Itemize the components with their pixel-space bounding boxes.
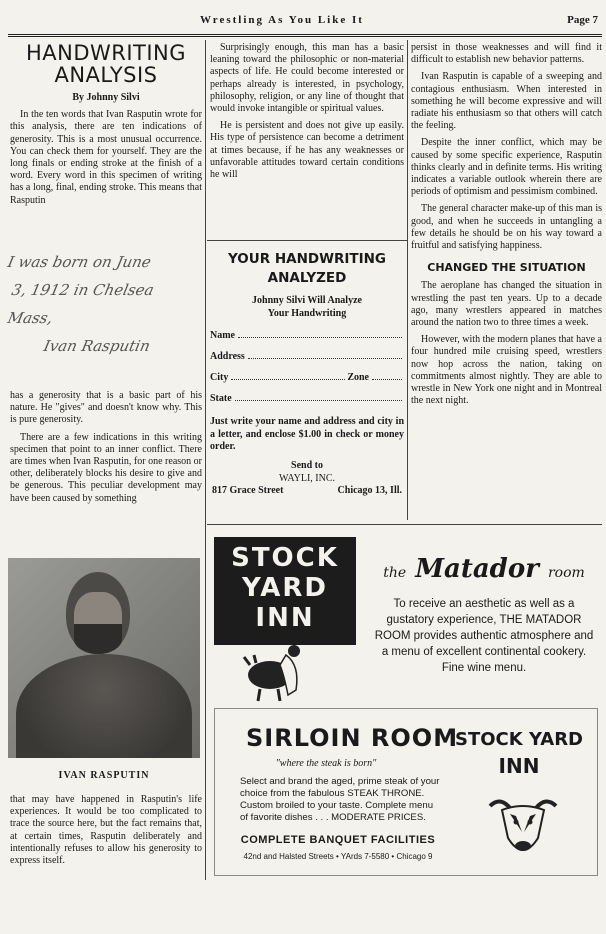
article-column-1-bottom xyxy=(10,794,202,872)
handwriting-specimen xyxy=(8,248,202,383)
running-title: Wrestling As You Like It xyxy=(200,14,364,26)
matador-title xyxy=(372,554,596,584)
matador-title-main: Matador xyxy=(415,554,539,584)
article-paragraph: He is persistent and does not give up easily. His type of persistence can become a detriment at times because, if he has any weaknesses or unfavorable attitudes toward certain conditions he will xyxy=(210,120,404,181)
logo-line: INN xyxy=(255,603,315,633)
logo-line: YARD xyxy=(241,573,329,603)
company-name: WAYLI, INC. xyxy=(278,472,335,484)
matador-room-ad xyxy=(372,540,596,700)
city-zone-field[interactable] xyxy=(208,372,406,383)
order-ad-subtitle-line: Johnny Silvi Will Analyze xyxy=(252,295,362,306)
matador-title-suffix: room xyxy=(547,565,585,581)
restaurant-address: 42nd and Halsted Streets • YArds 7-5580 • Chicago 9 xyxy=(243,852,433,861)
address-field[interactable] xyxy=(208,351,406,362)
article-paragraph: There are a few indications in this writing specimen that point to an inner conflict. There are times when Ivan Rasputin, for one reason or other, deliberately blocks his desire to give and be generous. This peculiar development may have been caused by something xyxy=(10,431,202,504)
handwriting-order-ad xyxy=(208,246,406,516)
order-instructions: Just write your name and address and city in a letter, and enclose $1.00 in check or money order. xyxy=(210,416,404,452)
logo-line: STOCK xyxy=(231,543,339,573)
article-title: HANDWRITING ANALYSIS xyxy=(25,41,187,87)
article-paragraph: However, with the modern planes that have a four hundred mile cruising speed, wrestlers now hop across the nation, taking on commitments almost nightly. They are able to wrestle in New York one night and in Montreal the next night. xyxy=(411,334,602,407)
article-column-1 xyxy=(10,42,202,212)
stock-yard-inn-logo xyxy=(214,537,356,645)
handwriting-signature: Ivan Rasputin xyxy=(42,337,152,355)
photo-torso xyxy=(16,654,192,758)
column-rule-3 xyxy=(205,540,206,880)
banquet-facilities: COMPLETE BANQUET FACILITIES xyxy=(240,834,436,846)
photo-caption: IVAN RASPUTIN xyxy=(58,770,150,781)
article-column-1-mid xyxy=(10,390,202,510)
order-ad-subtitle-line: Your Handwriting xyxy=(267,308,347,319)
article-paragraph: that may have happened in Rasputin's life experiences. It would be too complicated to trace the source here, but the fact remains that, at certain times, Rasputin deliberately and intentionally refuses to allow his generosity to express itself. xyxy=(10,794,202,867)
article-paragraph: has a generosity that is a basic part of his nature. He "gives" and doesn't know why. This is pure generosity. xyxy=(10,390,202,426)
column-rule-1 xyxy=(205,40,206,540)
article-paragraph: The general character make-up of this man is good, and when he succeeds in untangling a few details he should be on his way toward a fruitful and satisfying happiness. xyxy=(411,203,602,252)
matador-title-prefix: the xyxy=(383,565,407,581)
company-street: 817 Grace Street xyxy=(212,484,284,496)
handwriting-line: Mass, xyxy=(6,309,55,327)
article-column-2 xyxy=(210,42,404,186)
wordmark-line: INN xyxy=(498,754,540,778)
sirloin-tagline: "where the steak is born" xyxy=(275,758,377,769)
section-heading: CHANGED THE SITUATION xyxy=(427,261,586,275)
ads-top-rule xyxy=(207,524,602,525)
sirloin-room-title: SIRLOIN ROOM xyxy=(246,724,459,752)
ad-top-rule xyxy=(207,240,407,241)
article-column-3 xyxy=(411,42,602,412)
photo-beard xyxy=(74,624,122,654)
page-number: Page 7 xyxy=(567,14,598,26)
handwriting-line: 3, 1912 in Chelsea xyxy=(10,281,156,299)
name-field-label: Name xyxy=(210,330,235,341)
column-rule-2 xyxy=(407,40,408,520)
wordmark-line: STOCK YARD xyxy=(454,729,583,750)
article-paragraph: The aeroplane has changed the situation in wrestling the past ten years. Up to a decade ago, many wrestlers appeared in matches around the nation two to three times a week. xyxy=(411,280,602,329)
zone-field-label: Zone xyxy=(347,372,369,383)
article-paragraph: In the ten words that Ivan Rasputin wrote for this analysis, there are ten indications of generosity. This is a most unusual occurrence. You can check them for yourself. They are the long finals or ending stroke at the finish of a word. Every word in this specimen of writing has a long, final, ending stroke. This means that Rasputin xyxy=(10,109,202,206)
send-to-label: Send to xyxy=(291,459,323,471)
state-field-label: State xyxy=(210,393,232,404)
matador-description: To receive an aesthetic as well as a gustatory experience, THE MATADOR ROOM provides authentic atmosphere and a menu of excellent continental cookery. Fine wine menu. xyxy=(374,598,594,674)
portrait-photo xyxy=(8,558,200,758)
handwriting-line: I was born on June xyxy=(6,253,153,271)
article-byline: By Johnny Silvi xyxy=(72,92,140,103)
company-city: Chicago 13, Ill. xyxy=(337,484,402,496)
order-ad-title: YOUR HANDWRITING ANALYZED xyxy=(228,251,386,286)
article-paragraph: Despite the inner conflict, which may be caused by some specific experience, Rasputin thinks clearly and in definite terms. His writing indicates a variable outlook wherein there are periods of optimism and pessimism combined. xyxy=(411,137,602,198)
order-ad-subtitle xyxy=(208,294,406,320)
steer-head-icon xyxy=(486,792,560,864)
matador-bull-illustration xyxy=(240,635,320,705)
article-paragraph: Surprisingly enough, this man has a basic leaning toward the philosophic or non-material aspects of life. He could become interested or perhaps already is interested, in psychology, philosophy, religion, or any line of thought that would invoke intangible or spiritual values. xyxy=(210,42,404,115)
name-field[interactable] xyxy=(208,330,406,341)
state-field[interactable] xyxy=(208,393,406,404)
company-address xyxy=(208,485,406,496)
article-paragraph: persist in those weaknesses and will find it difficult to establish new behavior patterns. xyxy=(411,42,602,66)
sirloin-description: Select and brand the aged, prime steak of your choice from the fabulous STEAK THRONE. Custom broiled to your taste. Complete menu of favorite dishes . . . MODERATE PRICES. xyxy=(240,776,440,823)
article-paragraph: Ivan Rasputin is capable of a sweeping and contagious enthusiasm. When interested in something he will become expressive and will radiate his enthusiasm so that others will catch the feeling. xyxy=(411,71,602,132)
header-rule xyxy=(8,34,602,37)
city-field-label: City xyxy=(210,372,229,383)
address-field-label: Address xyxy=(210,351,245,362)
